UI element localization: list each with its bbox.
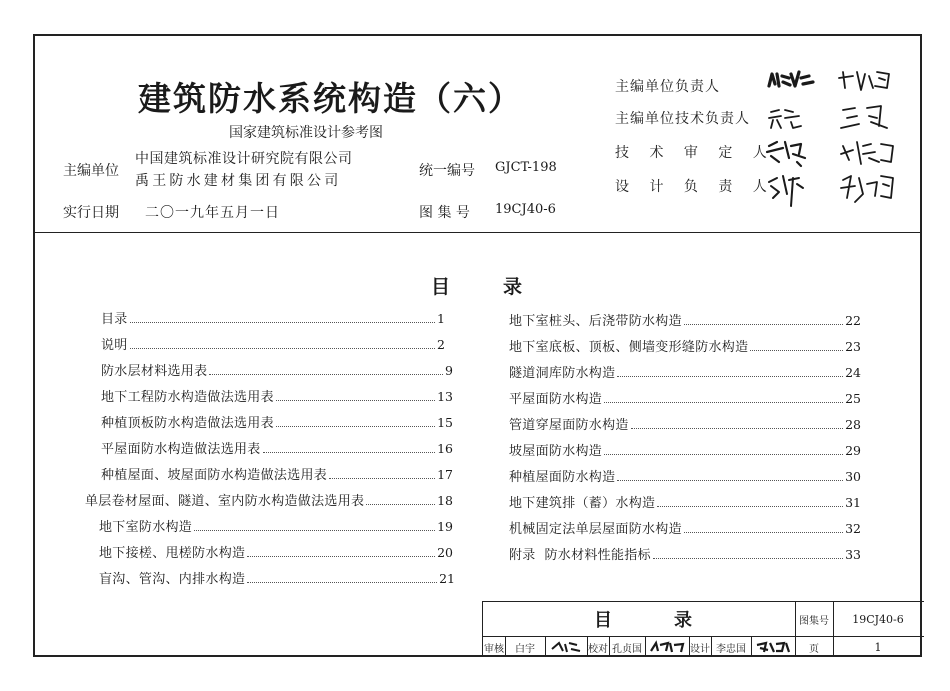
toc-entry[interactable] (509, 466, 861, 486)
toc-entry[interactable] (99, 516, 453, 536)
toc-entry[interactable] (101, 334, 445, 354)
editor-unit-2: 禹王防水建材集团有限公司 (135, 173, 342, 189)
tb-check-label: 校对 (588, 643, 608, 655)
signature-mark (841, 176, 893, 202)
toc-entry-title: 平屋面防水构造做法选用表 (101, 442, 261, 457)
toc-leader (657, 506, 843, 507)
toc-entry-title: 附录 防水材料性能指标 (509, 548, 651, 563)
toc-leader (276, 400, 435, 401)
toc-entry-title: 种植屋面防水构造 (509, 470, 616, 485)
toc-entry-title: 地下工程防水构造做法选用表 (101, 390, 274, 405)
toc-leader (247, 582, 437, 583)
toc-entry-title: 盲沟、管沟、内排水构造 (99, 572, 246, 587)
toc-entry-title: 平屋面防水构造 (509, 392, 603, 407)
tb-title-left: 目 (594, 610, 612, 631)
toc-entry-page: 33 (845, 547, 861, 562)
toc-entry[interactable] (99, 542, 453, 562)
toc-entry-page: 13 (437, 389, 453, 404)
atlas-subtitle: 国家建筑标准设计参考图 (229, 125, 383, 141)
signature-row-4 (615, 176, 775, 196)
toc-leader (604, 454, 843, 455)
toc-entry-title: 地下接槎、甩槎防水构造 (99, 546, 246, 561)
toc-entry-page: 1 (437, 311, 445, 326)
tb-design-label: 设计 (690, 643, 710, 655)
signature-mark (769, 72, 813, 86)
toc-entry[interactable] (99, 568, 455, 588)
signature-mark (767, 142, 805, 166)
signature-mark (841, 106, 887, 128)
toc-leader (684, 532, 843, 533)
tb-review-label: 审核 (484, 643, 504, 655)
toc-entry[interactable] (101, 438, 453, 458)
toc-leader (276, 426, 435, 427)
toc-entry-title: 坡屋面防水构造 (509, 444, 603, 459)
toc-leader (631, 428, 843, 429)
toc-leader (604, 402, 843, 403)
toc-leader (617, 376, 843, 377)
toc-leader (209, 374, 443, 375)
toc-entry-title: 单层卷材屋面、隧道、室内防水构造做法选用表 (85, 494, 365, 509)
editor-unit-1: 中国建筑标准设计研究院有限公司 (135, 151, 353, 167)
signature-row-1 (615, 76, 720, 96)
signature-role: 设 计 负 责 人 (615, 179, 775, 195)
uniform-no-label: 统一编号 (419, 163, 475, 179)
tb-check-name: 孔贞国 (612, 643, 642, 655)
toc-leader (194, 530, 435, 531)
toc-leader (247, 556, 435, 557)
toc-entry-page: 17 (437, 467, 453, 482)
toc-entry-page: 29 (845, 443, 861, 458)
toc-entry-page: 20 (437, 545, 453, 560)
toc-entry-page: 22 (845, 313, 861, 328)
toc-title-right: 录 (503, 276, 523, 298)
tb-title-right: 录 (674, 610, 692, 631)
uniform-no-value: GJCT-198 (495, 160, 557, 175)
signature-mark (769, 110, 801, 128)
atlas-no-label: 图 集 号 (419, 205, 470, 221)
toc-leader (130, 322, 435, 323)
tb-design-signature (751, 636, 795, 658)
toc-entry[interactable] (509, 440, 861, 460)
signature-row-3 (615, 142, 775, 162)
toc-entry-page: 32 (845, 521, 861, 536)
toc-entry-title: 地下建筑排（蓄）水构造 (509, 496, 656, 511)
toc-entry-title: 种植顶板防水构造做法选用表 (101, 416, 274, 431)
toc-entry-title: 机械固定法单层屋面防水构造 (509, 522, 682, 537)
toc-entry-page: 15 (437, 415, 453, 430)
signature-role: 技 术 审 定 人 (615, 145, 775, 161)
toc-entry-title: 管道穿屋面防水构造 (509, 418, 629, 433)
date-label: 实行日期 (63, 205, 119, 221)
toc-entry[interactable] (509, 388, 861, 408)
toc-leader (750, 350, 843, 351)
tb-check-signature (645, 636, 689, 658)
toc-entry-title: 地下室底板、顶板、侧墙变形缝防水构造 (509, 340, 749, 355)
title-block (482, 601, 924, 657)
signature-role: 主编单位技术负责人 (615, 111, 750, 127)
toc-leader (366, 504, 435, 505)
toc-title-left: 目 (431, 276, 451, 298)
toc-entry-title: 隧道洞库防水构造 (509, 366, 616, 381)
tb-page-value: 1 (874, 640, 882, 654)
signature-mark (839, 72, 889, 90)
toc-entry-title: 种植屋面、坡屋面防水构造做法选用表 (101, 468, 328, 483)
toc-entry-page: 19 (437, 519, 453, 534)
toc-entry[interactable] (101, 386, 453, 406)
toc-entry-page: 16 (437, 441, 453, 456)
drawing-sheet (33, 34, 922, 657)
tb-atlas-value: 19CJ40-6 (852, 612, 904, 626)
check-signature-mark (648, 639, 686, 655)
toc-leader (617, 480, 843, 481)
toc-entry-page: 23 (845, 339, 861, 354)
toc-entry[interactable] (101, 412, 453, 432)
toc-entry[interactable] (101, 308, 445, 328)
toc-entry-page: 2 (437, 337, 445, 352)
toc-entry-page: 18 (437, 493, 453, 508)
toc-leader (653, 558, 843, 559)
toc-entry[interactable] (101, 360, 453, 380)
toc-entry[interactable] (101, 464, 453, 484)
tb-page-label: 页 (809, 643, 819, 655)
tb-atlas-label: 图集号 (799, 615, 829, 627)
toc-entry-title: 说明 (101, 338, 128, 353)
toc-entry[interactable] (85, 490, 453, 510)
review-signature-mark (549, 639, 583, 655)
date-value: 二〇一九年五月一日 (145, 205, 280, 221)
signature-mark (769, 176, 803, 206)
signature-row-2 (615, 108, 750, 128)
toc-entry[interactable] (509, 518, 861, 538)
toc-entry[interactable] (509, 336, 861, 356)
signature-role: 主编单位负责人 (615, 79, 720, 95)
tb-review-name: 白宇 (515, 643, 535, 655)
toc-entry-page: 24 (845, 365, 861, 380)
toc-entry-page: 25 (845, 391, 861, 406)
toc-entry[interactable] (509, 492, 861, 512)
atlas-title: 建筑防水系统构造（六） (138, 79, 523, 118)
toc-entry-title: 地下室桩头、后浇带防水构造 (509, 314, 682, 329)
toc-entry-title: 目录 (101, 312, 128, 327)
toc-entry[interactable] (509, 414, 861, 434)
atlas-no-value: 19CJ40-6 (495, 202, 556, 217)
toc-entry-page: 28 (845, 417, 861, 432)
toc-leader (130, 348, 435, 349)
design-signature-mark (754, 639, 792, 655)
toc-entry-page: 21 (439, 571, 455, 586)
editor-label: 主编单位 (63, 163, 119, 179)
toc-entry[interactable] (509, 310, 861, 330)
toc-entry-title: 防水层材料选用表 (101, 364, 208, 379)
handwritten-signatures (763, 66, 921, 216)
toc-entry-page: 9 (445, 363, 453, 378)
toc-entry[interactable] (509, 362, 861, 382)
tb-review-signature (545, 636, 587, 658)
tb-design-name: 李忠国 (716, 643, 746, 655)
toc-leader (684, 324, 843, 325)
toc-entry-page: 31 (845, 495, 861, 510)
header-divider (35, 232, 920, 233)
toc-entry[interactable] (509, 544, 861, 564)
toc-entry-title: 地下室防水构造 (99, 520, 193, 535)
toc-entry-page: 30 (845, 469, 861, 484)
toc-leader (329, 478, 435, 479)
toc-leader (263, 452, 435, 453)
signature-mark (841, 142, 893, 164)
